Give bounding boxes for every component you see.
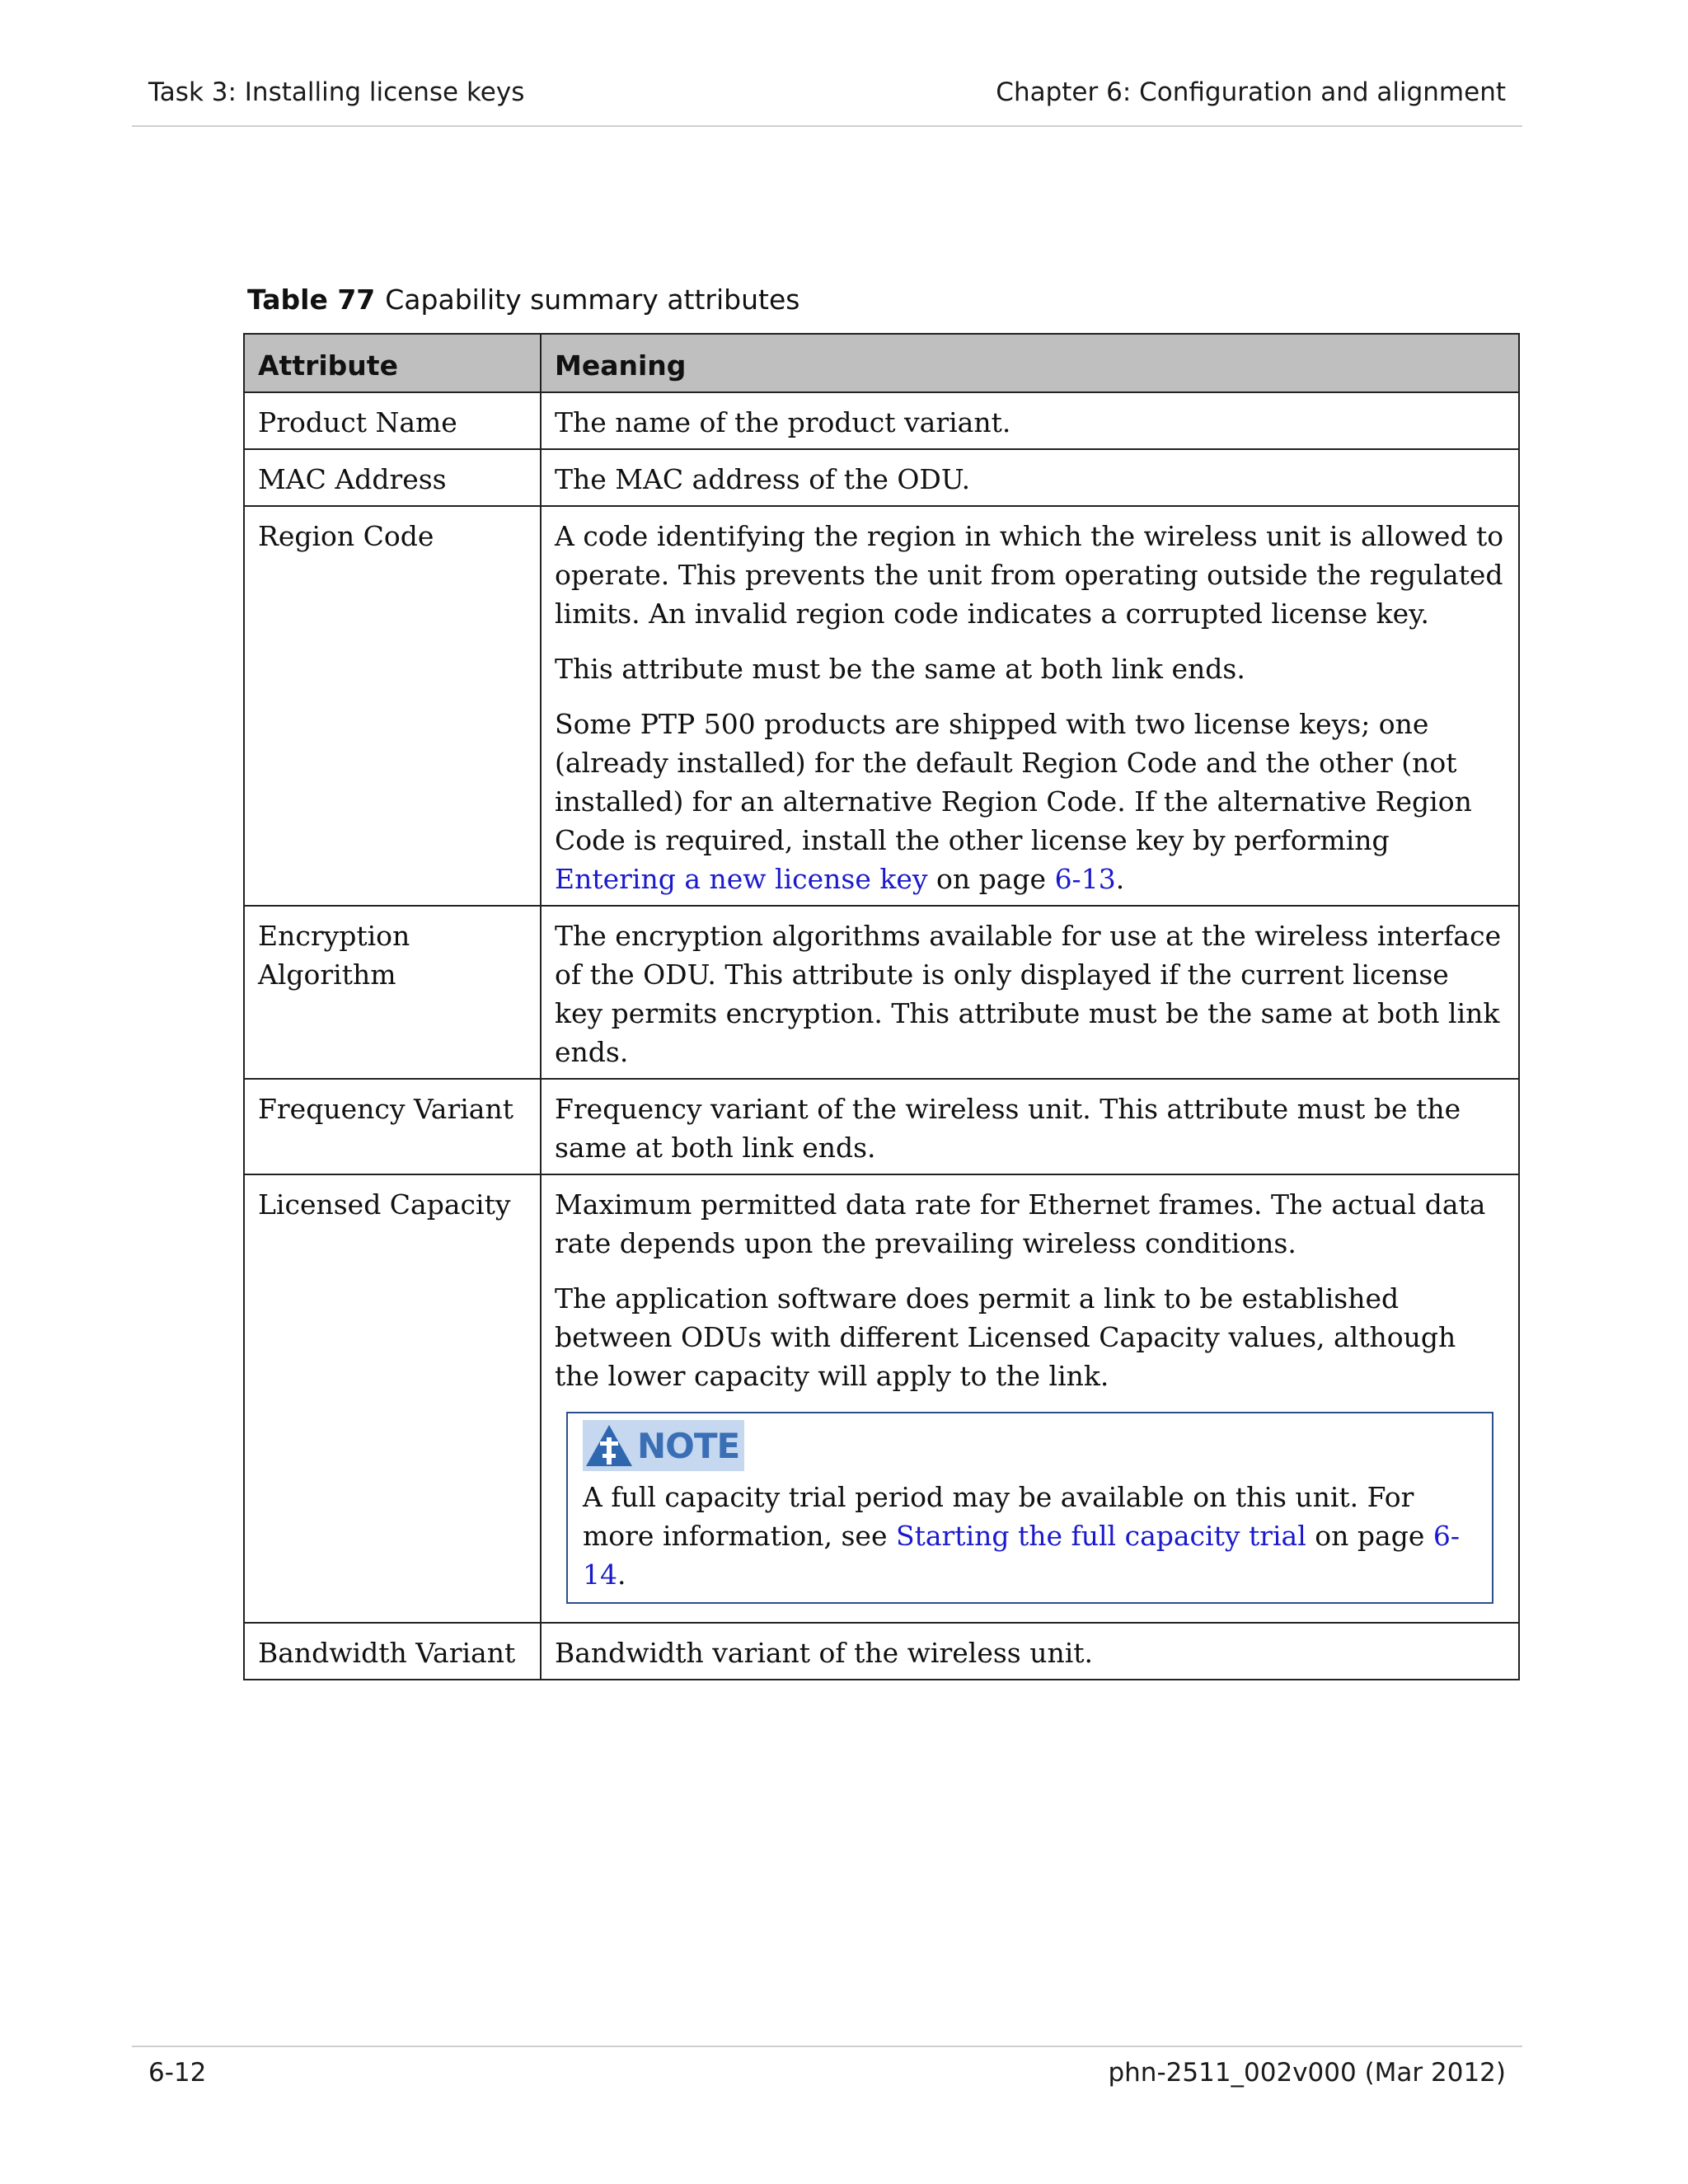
table-row-frequency-variant [244, 1079, 1519, 1174]
warning-triangle-icon [584, 1423, 634, 1468]
attribute-cell: MAC Address [244, 449, 541, 506]
note-box [566, 1412, 1493, 1604]
table-header-row [244, 334, 1519, 392]
meaning-cell [541, 506, 1519, 906]
note-body: . [617, 1558, 626, 1591]
document-id: phn-2511_002v000 (Mar 2012) [1108, 2058, 1506, 2088]
table-row-mac-address [244, 449, 1519, 506]
table-row-encryption-algorithm [244, 906, 1519, 1079]
link-entering-new-license-key[interactable]: Entering a new license key [555, 863, 928, 895]
page-header [132, 77, 1522, 114]
link-starting-full-capacity-trial[interactable]: Starting the full capacity trial [895, 1520, 1306, 1552]
meaning-paragraph: This attribute must be the same at both link ends. [555, 653, 1245, 685]
attribute-cell: Product Name [244, 392, 541, 449]
table-number: Table 77 [247, 284, 376, 316]
capability-summary-table [243, 333, 1520, 1680]
table-row-product-name [244, 392, 1519, 449]
column-header-meaning: Meaning [541, 334, 1519, 392]
paragraph-text: . [1115, 863, 1125, 895]
meaning-cell: The name of the product variant. [541, 392, 1519, 449]
column-header-attribute: Attribute [244, 334, 541, 392]
note-label [583, 1420, 744, 1471]
header-section-title: Task 3: Installing license keys [148, 77, 525, 107]
attribute-cell: Frequency Variant [244, 1079, 541, 1174]
meaning-cell: The encryption algorithms available for use at the wireless interface of the ODU. This attribute is only displayed if the current license key permits encryption. This attribute must be the same at both link ends. [541, 906, 1519, 1079]
attribute-cell: Encryption Algorithm [244, 906, 541, 1079]
note-text [583, 1478, 1477, 1594]
attribute-cell: Licensed Capacity [244, 1174, 541, 1623]
table-caption [247, 284, 799, 316]
note-body: on page [1306, 1520, 1433, 1552]
footer-divider [132, 2046, 1522, 2047]
meaning-cell [541, 1174, 1519, 1623]
attribute-cell: Bandwidth Variant [244, 1623, 541, 1680]
note-body: A full capacity trial period may be available on this unit. For more information, see [583, 1481, 1414, 1552]
header-chapter-title: Chapter 6: Configuration and alignment [996, 77, 1506, 107]
meaning-paragraph: The application software does permit a link to be established between ODUs with different Licensed Capacity values, although the lower capacity will apply to the link. [555, 1282, 1456, 1392]
meaning-cell: Bandwidth variant of the wireless unit. [541, 1623, 1519, 1680]
table-row-bandwidth-variant [244, 1623, 1519, 1680]
page-number: 6-12 [148, 2058, 207, 2088]
table-row-licensed-capacity [244, 1174, 1519, 1623]
link-page-6-13[interactable]: 6-13 [1054, 863, 1116, 895]
paragraph-text: Some PTP 500 products are shipped with two license keys; one (already installed) for the default Region Code and the other (not installed) for an alternative Region Code. If the alternative Region Code is required, install the other license key by performing [555, 708, 1472, 856]
meaning-paragraph: Maximum permitted data rate for Ethernet frames. The actual data rate depends upon the prevailing wireless conditions. [555, 1188, 1486, 1259]
note-title: NOTE [637, 1425, 740, 1466]
table-row-region-code [244, 506, 1519, 906]
meaning-paragraph: A code identifying the region in which the wireless unit is allowed to operate. This prevents the unit from operating outside the regulated limits. An invalid region code indicates a corrupted license key. [555, 520, 1504, 630]
table-title: Capability summary attributes [385, 284, 800, 316]
meaning-cell: The MAC address of the ODU. [541, 449, 1519, 506]
header-divider [132, 125, 1522, 127]
page-footer [132, 2058, 1522, 2094]
link-page-6-14[interactable]: 6-14 [583, 1520, 1460, 1591]
paragraph-text: on page [927, 863, 1055, 895]
attribute-cell: Region Code [244, 506, 541, 906]
meaning-paragraph [555, 705, 1505, 898]
meaning-cell: Frequency variant of the wireless unit. This attribute must be the same at both link ends. [541, 1079, 1519, 1174]
